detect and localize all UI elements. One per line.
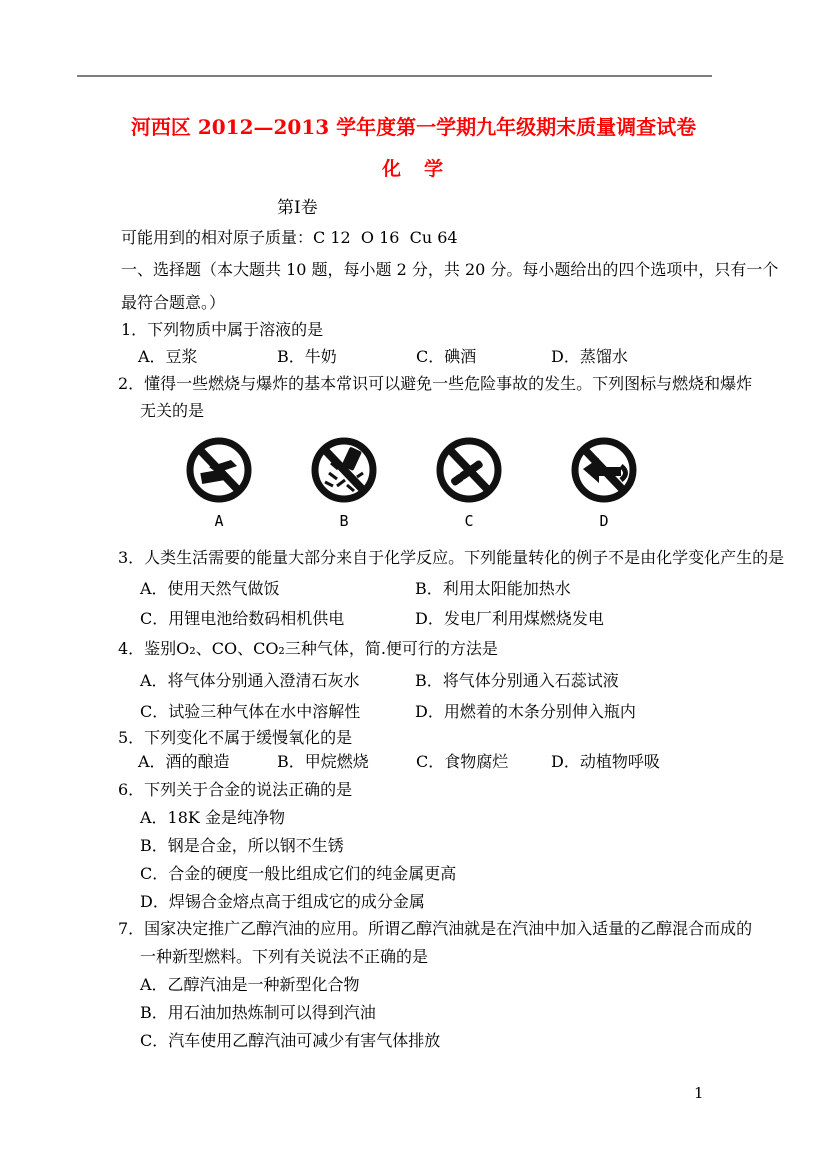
question-4-stem: 4．鉴别O₂、CO、CO₂三种气体，简.便可行的方法是	[118, 639, 498, 658]
question-2-stem-line2: 无关的是	[140, 401, 205, 420]
question-6-option-a: A．18K 金是纯净物	[140, 808, 285, 827]
question-6-option-c: C．合金的硬度一般比组成它们的纯金属更高	[140, 864, 457, 883]
question-7-stem-line2: 一种新型燃料。下列有关说法不正确的是	[140, 947, 429, 966]
question-7-option-c: C．汽车使用乙醇汽油可减少有害气体排放	[140, 1031, 441, 1050]
question-6-stem: 6．下列关于合金的说法正确的是	[118, 780, 353, 799]
sign-label-a: A	[214, 512, 224, 530]
question-4-option-d: D．用燃着的木条分别伸入瓶内	[415, 702, 636, 721]
question-3-option-c: C．用锂电池给数码相机供电	[140, 609, 345, 628]
atomic-mass-note: 可能用到的相对原子质量：C 12 O 16 Cu 64	[121, 228, 458, 247]
question-3-option-b: B．利用太阳能加热水	[415, 579, 571, 598]
question-6-option-b: B．钢是合金，所以钢不生锈	[140, 836, 344, 855]
no-smoking-icon	[432, 433, 506, 507]
question-4-option-c: C．试验三种气体在水中溶解性	[140, 702, 361, 721]
question-4-option-b: B．将气体分别通入石蕊试液	[415, 671, 619, 690]
question-7-option-b: B．用石油加热炼制可以得到汽油	[140, 1003, 376, 1022]
subject-title: 化 学	[381, 158, 445, 180]
question-4-option-a: A．将气体分别通入澄清石灰水	[140, 671, 360, 690]
question-5-option-c: C．食物腐烂	[416, 752, 509, 771]
sign-label-c: C	[464, 512, 474, 530]
paper-title: 河西区 2012—2013 学年度第一学期九年级期末质量调查试卷	[130, 115, 697, 139]
question-1-stem: 1．下列物质中属于溶液的是	[121, 320, 324, 339]
question-5-stem: 5．下列变化不属于缓慢氧化的是	[118, 728, 353, 747]
no-fireworks-icon	[307, 433, 381, 507]
no-horn-icon	[567, 433, 641, 507]
question-1-option-b: B．牛奶	[277, 347, 337, 366]
question-5-option-b: B．甲烷燃烧	[277, 752, 369, 771]
question-1-option-a: A．豆浆	[138, 347, 198, 366]
question-5-option-a: A．酒的酿造	[138, 752, 230, 771]
header-divider	[77, 75, 712, 77]
page-number: 1	[694, 1084, 704, 1102]
section-heading: 第Ⅰ卷	[277, 198, 318, 218]
question-7-option-a: A．乙醇汽油是一种新型化合物	[140, 975, 360, 994]
no-striking-matches-icon	[182, 433, 256, 507]
question-3-stem: 3．人类生活需要的能量大部分来自于化学反应。下列能量转化的例子不是由化学变化产生的是	[118, 548, 785, 567]
section-intro-line1: 一、选择题（本大题共 10 题，每小题 2 分，共 20 分。每小题给出的四个选项中，只有一个	[121, 260, 779, 279]
question-1-option-d: D．蒸馏水	[551, 347, 628, 366]
question-3-option-d: D．发电厂利用煤燃烧发电	[415, 609, 604, 628]
question-7-stem-line1: 7．国家决定推广乙醇汽油的应用。所谓乙醇汽油就是在汽油中加入适量的乙醇混合而成的	[118, 919, 753, 938]
question-5-option-d: D．动植物呼吸	[551, 752, 660, 771]
question-1-option-c: C．碘酒	[416, 347, 477, 366]
question-3-option-a: A．使用天然气做饭	[140, 579, 280, 598]
section-intro-line2: 最符合题意。）	[121, 293, 226, 312]
sign-label-d: D	[599, 512, 609, 530]
sign-label-b: B	[339, 512, 349, 530]
question-6-option-d: D．焊锡合金熔点高于组成它的成分金属	[140, 892, 425, 911]
question-2-stem-line1: 2．懂得一些燃烧与爆炸的基本常识可以避免一些危险事故的发生。下列图标与燃烧和爆炸	[118, 374, 753, 393]
